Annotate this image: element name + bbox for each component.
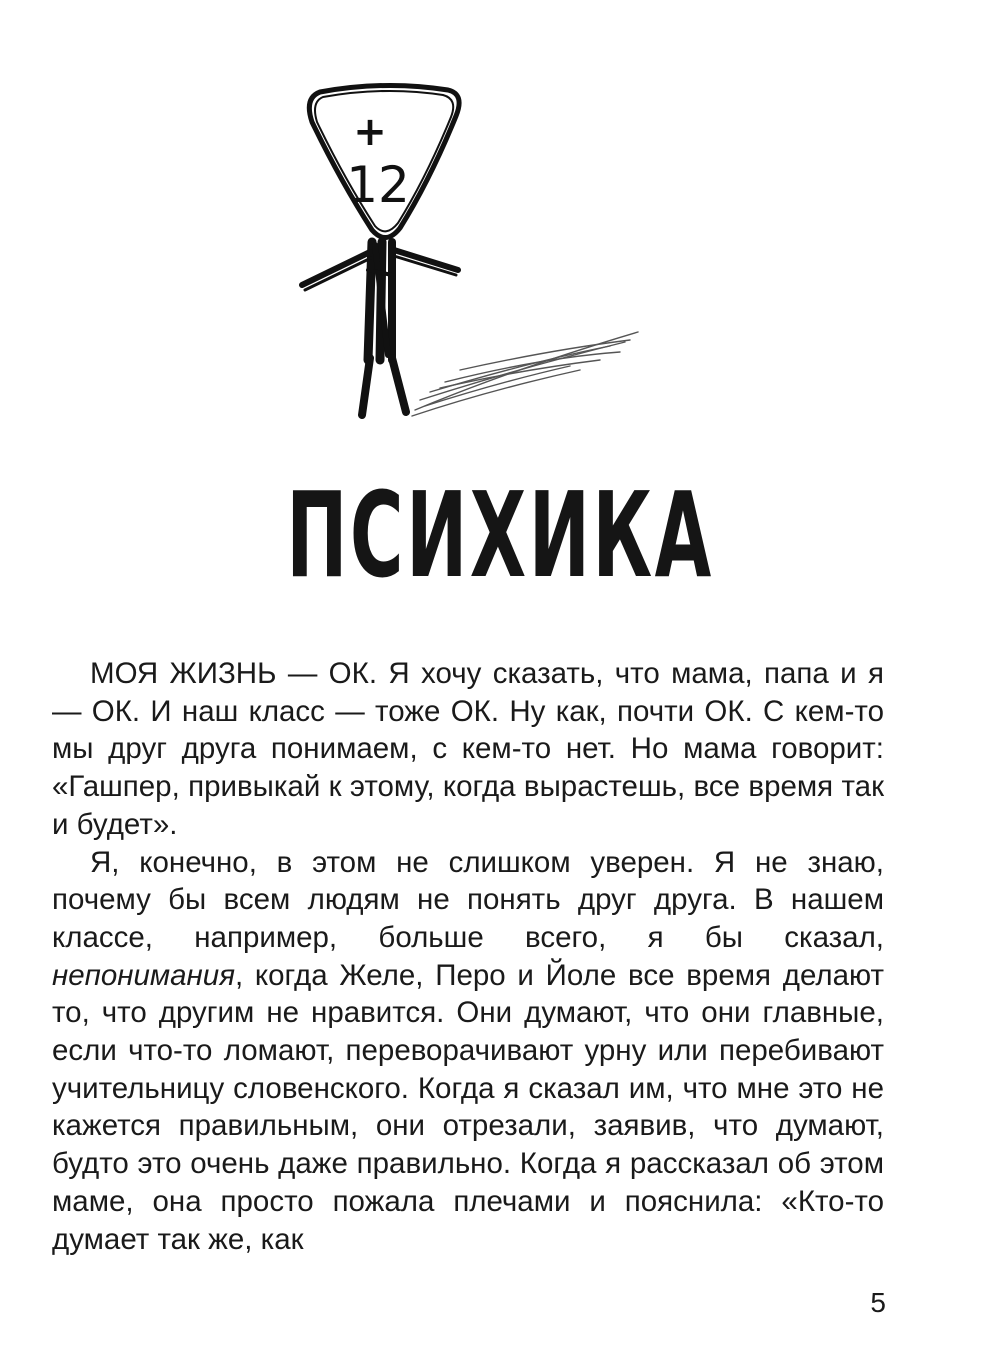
body-text <box>52 655 884 1258</box>
paragraph-2 <box>52 844 884 1259</box>
head-plus-mark: + <box>353 109 387 155</box>
page-title: ПСИХИКА <box>286 466 714 604</box>
paragraph-1: МОЯ ЖИЗНЬ — ОК. Я хочу сказать, что мама, папа и я — ОК. И наш класс — тоже ОК. Ну как, почти ОК. С кем-то мы друг друга понимаем, с кем-то нет. Но мама говорит: «Гашпер, привыкай к этому, когда вырастешь, все время так и будет». <box>52 657 884 841</box>
paragraph-2-start: Я, конечно, в этом не слишком уверен. Я не знаю, почему бы всем людям не понять друг друга. В нашем классе, например, больше всего, я бы сказал, <box>52 845 884 954</box>
paragraph-2-emphasis: непонимания <box>52 958 235 992</box>
stick-figure-illustration <box>280 70 660 430</box>
paragraph-2-end: , когда Желе, Перо и Йоле все время делают то, что другим не нравится. Они думают, что они главные, если что-то ломают, переворачивают урну или перебивают учительницу словенского. Когда я сказал им, что мне это не кажется правильным, они отрезали, заявив, что думают, будто это очень даже правильно. Когда я рассказал об этом маме, она просто пожала плечами и пояснила: «Кто-то думает так же, как <box>52 958 884 1256</box>
head-number: 12 <box>346 156 410 214</box>
page-number: 5 <box>870 1287 886 1318</box>
